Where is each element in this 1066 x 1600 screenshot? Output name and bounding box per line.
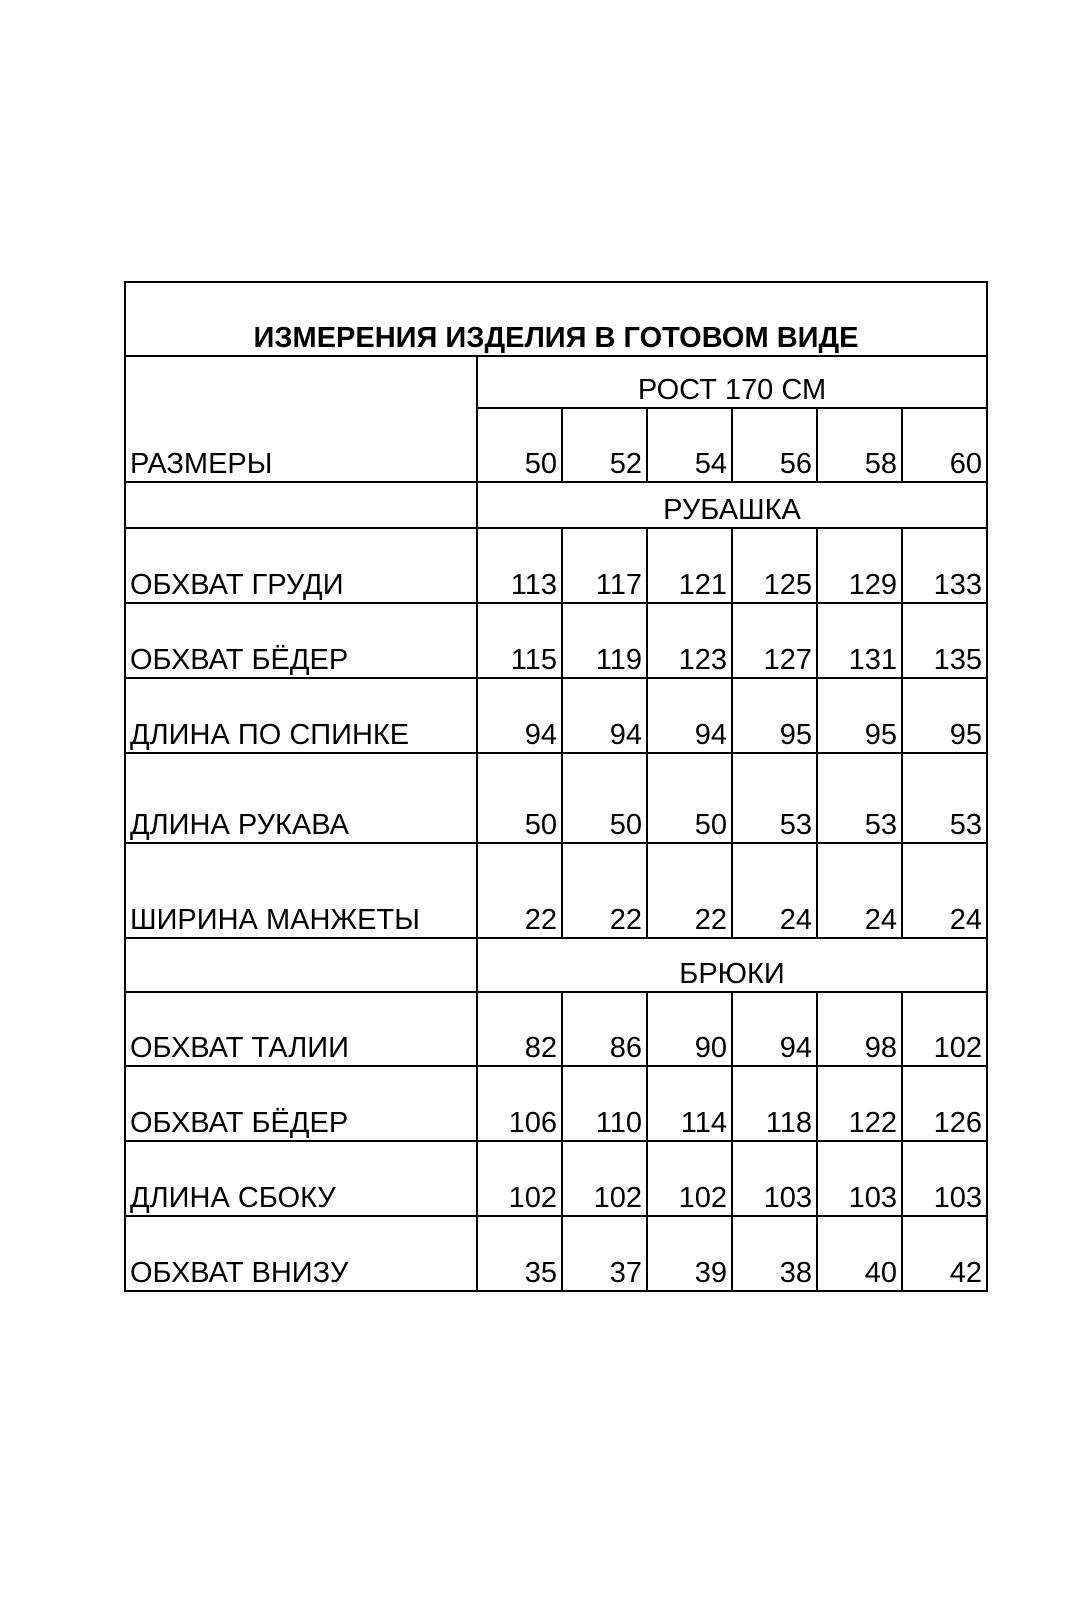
value-cell: 110 [562,1066,647,1141]
value-cell: 95 [732,678,817,753]
value-cell: 123 [647,603,732,678]
section-spacer [125,482,477,528]
value-cell: 94 [477,678,562,753]
value-cell: 115 [477,603,562,678]
title-row [125,282,987,356]
value-cell: 121 [647,528,732,603]
value-cell: 114 [647,1066,732,1141]
value-cell: 118 [732,1066,817,1141]
table-row [125,528,987,603]
size-cell: 52 [562,408,647,482]
value-cell: 131 [817,603,902,678]
value-cell: 24 [817,843,902,938]
shirt-section-row [125,482,987,528]
row-label: ДЛИНА РУКАВА [125,753,477,843]
trousers-heading: БРЮКИ [477,938,987,992]
row-label: ОБХВАТ ТАЛИИ [125,992,477,1066]
value-cell: 103 [902,1141,987,1216]
value-cell: 119 [562,603,647,678]
value-cell: 24 [902,843,987,938]
value-cell: 38 [732,1216,817,1291]
value-cell: 24 [732,843,817,938]
table-title: ИЗМЕРЕНИЯ ИЗДЕЛИЯ В ГОТОВОМ ВИДЕ [125,282,987,356]
table-row [125,843,987,938]
value-cell: 102 [477,1141,562,1216]
value-cell: 95 [902,678,987,753]
value-cell: 53 [732,753,817,843]
height-row [125,356,987,408]
size-cell: 50 [477,408,562,482]
table-row [125,1216,987,1291]
value-cell: 103 [732,1141,817,1216]
value-cell: 82 [477,992,562,1066]
value-cell: 102 [647,1141,732,1216]
value-cell: 50 [647,753,732,843]
trousers-section-row [125,938,987,992]
size-cell: 58 [817,408,902,482]
value-cell: 106 [477,1066,562,1141]
row-label: ШИРИНА МАНЖЕТЫ [125,843,477,938]
value-cell: 22 [647,843,732,938]
section-spacer [125,938,477,992]
value-cell: 126 [902,1066,987,1141]
height-label: РОСТ 170 СМ [477,356,987,408]
value-cell: 35 [477,1216,562,1291]
value-cell: 94 [647,678,732,753]
value-cell: 39 [647,1216,732,1291]
value-cell: 102 [902,992,987,1066]
value-cell: 53 [817,753,902,843]
value-cell: 98 [817,992,902,1066]
value-cell: 40 [817,1216,902,1291]
value-cell: 125 [732,528,817,603]
value-cell: 95 [817,678,902,753]
table-row [125,603,987,678]
row-label: ОБХВАТ ВНИЗУ [125,1216,477,1291]
value-cell: 129 [817,528,902,603]
row-label: ДЛИНА СБОКУ [125,1141,477,1216]
value-cell: 22 [477,843,562,938]
value-cell: 50 [562,753,647,843]
size-cell: 60 [902,408,987,482]
value-cell: 90 [647,992,732,1066]
value-cell: 86 [562,992,647,1066]
value-cell: 113 [477,528,562,603]
table-row [125,992,987,1066]
value-cell: 37 [562,1216,647,1291]
row-label: ОБХВАТ ГРУДИ [125,528,477,603]
row-label: ДЛИНА ПО СПИНКЕ [125,678,477,753]
size-cell: 54 [647,408,732,482]
value-cell: 53 [902,753,987,843]
value-cell: 117 [562,528,647,603]
table-row [125,753,987,843]
value-cell: 127 [732,603,817,678]
value-cell: 102 [562,1141,647,1216]
row-label: ОБХВАТ БЁДЕР [125,1066,477,1141]
value-cell: 94 [562,678,647,753]
value-cell: 94 [732,992,817,1066]
value-cell: 122 [817,1066,902,1141]
size-cell: 56 [732,408,817,482]
table-row [125,1066,987,1141]
size-table [124,281,988,1292]
row-label: ОБХВАТ БЁДЕР [125,603,477,678]
value-cell: 42 [902,1216,987,1291]
value-cell: 22 [562,843,647,938]
value-cell: 50 [477,753,562,843]
table-row [125,678,987,753]
sizes-label: РАЗМЕРЫ [125,356,477,482]
value-cell: 135 [902,603,987,678]
value-cell: 133 [902,528,987,603]
shirt-heading: РУБАШКА [477,482,987,528]
table-row [125,1141,987,1216]
value-cell: 103 [817,1141,902,1216]
